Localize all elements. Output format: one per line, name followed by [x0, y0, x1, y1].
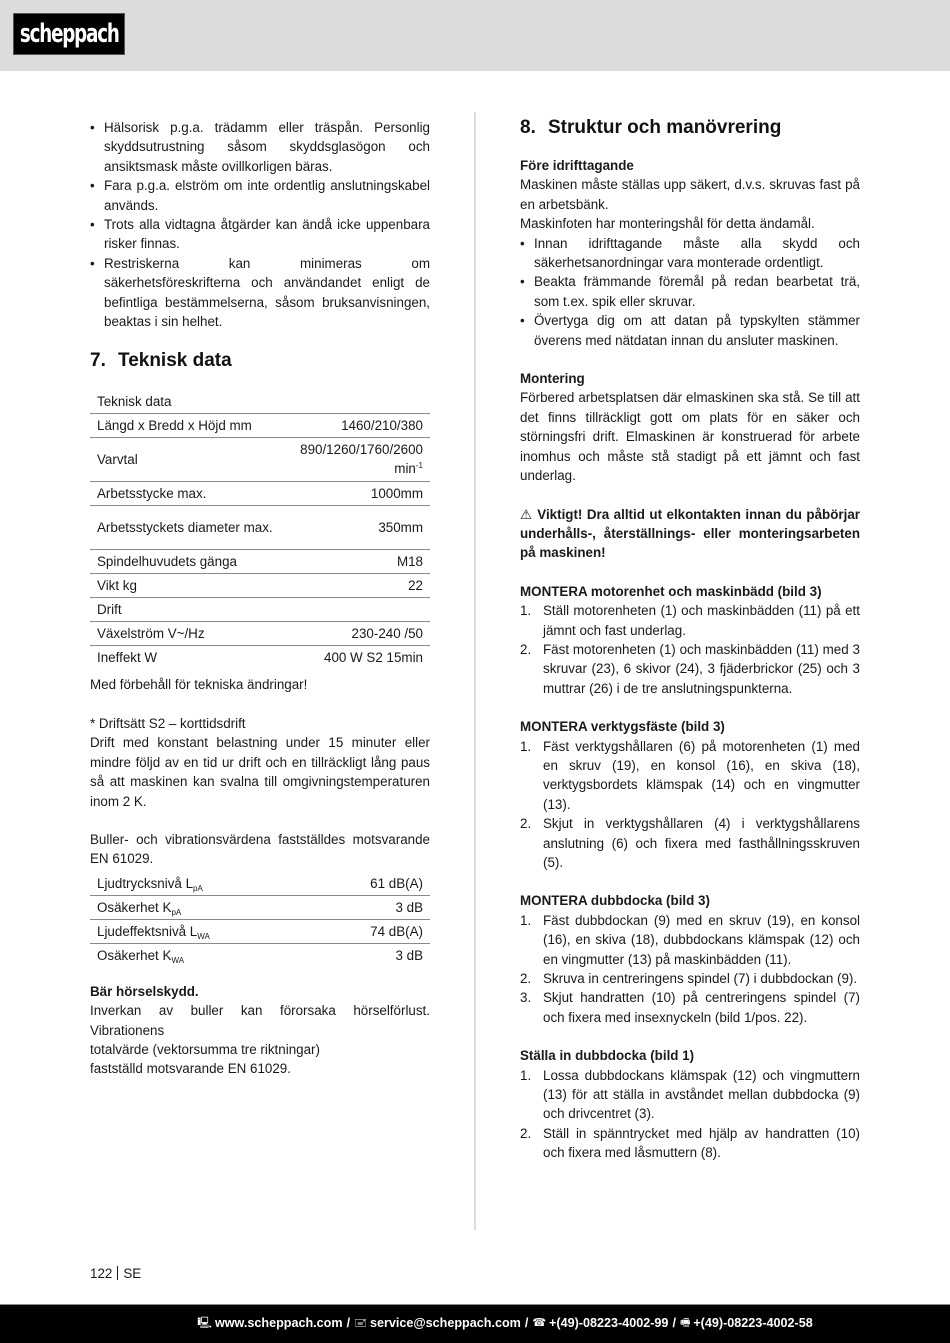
- table-row: [90, 872, 430, 896]
- spec-label: Ineffekt W: [97, 650, 158, 666]
- spec-value: M18: [396, 553, 423, 569]
- warning-note: [520, 505, 860, 563]
- table-row: [90, 896, 430, 920]
- step-item: 1. Ställ motorenheten (1) och maskinbädden (11) på ett jämnt och fast underlag.: [520, 603, 860, 638]
- table-row: [90, 481, 430, 505]
- operating-mode-text: Drift med konstant belastning under 15 minuter eller mindre följd av en tid ur drift och en tillräckligt lång paus så att maskinen kan svalna till omgivningstemperaturen inom 2 K.: [90, 735, 430, 809]
- spec-label: Varvtal: [97, 451, 138, 467]
- before-use-text: Maskinfoten har monteringshål för detta ändamål.: [520, 216, 815, 232]
- spec-value: 400 W S2 15min: [324, 650, 423, 666]
- mail-icon: 🖃: [354, 1317, 367, 1330]
- page-number-separator: [117, 1266, 118, 1280]
- section-title: Struktur och manövrering: [548, 117, 782, 138]
- hearing-text-line: totalvärde (vektorsumma tre riktningar): [90, 1041, 320, 1057]
- table-row: [90, 944, 430, 968]
- spec-label: Vikt kg: [97, 577, 137, 593]
- computer-icon: 🖳: [197, 1317, 212, 1330]
- hearing-text-line: fastställd motsvarande EN 61029.: [90, 1061, 291, 1077]
- technical-data-table: [90, 389, 430, 669]
- fax-icon: 🖷: [679, 1317, 691, 1330]
- step-item: 2. Fäst motorenheten (1) och maskinbädden (11) med 3 skruvar (23), 6 skivor (24), 3 fjäderbrickor (25) och 3 muttrar (26) i de tre anslutningspunkterna.: [520, 641, 860, 696]
- scheppach-logo: [13, 13, 125, 55]
- section-7-heading: [90, 349, 430, 373]
- noise-label: Ljudtrycksnivå $L_{pA}$: [97, 875, 203, 893]
- spec-label: Arbetsstyckets diameter max.: [97, 519, 273, 535]
- step-item: 1. Fäst dubbdockan (9) med en skruv (19), en konsol (16), en skiva (18), dubbdockans klämspak (12) och en vingmutter (13) på maskinbädden (11).: [520, 912, 860, 967]
- list-item: • Beakta främmande föremål på redan bearbetat trä, som t.ex. spik eller skruvar.: [520, 272, 860, 311]
- before-use-bullets: [520, 234, 860, 350]
- table-row: [90, 920, 430, 944]
- noise-value: 74 dB(A): [370, 924, 423, 940]
- operating-mode-title: * Driftsätt S2 – korttidsdrift: [90, 715, 246, 731]
- page-header: [0, 0, 950, 71]
- spec-value: 350mm: [378, 519, 423, 535]
- procedure-steps: [520, 911, 860, 1027]
- step-item: 2. Skruva in centreringens spindel (7) i dubbdockan (9).: [520, 971, 858, 987]
- mounting-text: Förbered arbetsplatsen där elmaskinen ska stå. Se till att det finns tillräckligt gott om plats för en säker och störningsfri drift. Elmaskinen är konstruerad för arbete inomhus och måste stå stadigt på ett jämnt och fast underlag.: [520, 390, 860, 484]
- noise-value: 3 dB: [395, 948, 423, 964]
- noise-label: Ljudeffektsnivå $L_{WA}$: [97, 924, 210, 942]
- step-item: 1. Lossa dubbdockans klämspak (12) och vingmuttern (13) för att ställa in avståndet mellan dubbdocka (9) och drivcentret (3).: [520, 1067, 860, 1122]
- table-row: [90, 505, 430, 549]
- spec-value: 22: [408, 577, 423, 593]
- section-8-heading: [520, 116, 860, 140]
- procedure-title: MONTERA verktygsfäste (bild 3): [520, 719, 725, 735]
- spec-value: [280, 597, 430, 621]
- spec-value: 1460/210/380: [341, 417, 423, 433]
- column-divider: [474, 112, 476, 1230]
- email-link[interactable]: service@scheppach.com: [369, 1316, 521, 1331]
- step-item: 1. Fäst verktygshållaren (6) på motorenheten (1) med en skruv (19), en konsol (16), en skiva (18), verktygsbordets klämspak (14) och en vingmutter (13).: [520, 738, 860, 812]
- noise-label: Osäkerhet $K_{WA}$: [97, 948, 185, 966]
- step-item: 2. Skjut in verktygshållaren (4) i verktygshållarens anslutning (6) och fixera med fasthållningsskruven (5).: [520, 816, 860, 870]
- procedure-steps: [520, 737, 860, 873]
- noise-table: [90, 872, 430, 968]
- phone-number: +(49)-08223-4002-99: [549, 1316, 669, 1331]
- table-row: [90, 621, 430, 645]
- table-row: [90, 597, 430, 621]
- spec-label: Växelström V~/Hz: [97, 625, 205, 641]
- spec-value: 890/1260/1760/2600 $\min^{-1}$: [300, 442, 423, 477]
- before-use-text: Maskinen måste ställas upp säkert, d.v.s. skruvas fast på en arbetsbänk.: [520, 177, 860, 212]
- table-title: Teknisk data: [97, 393, 172, 409]
- table-row: [90, 573, 430, 597]
- spec-value: 230-240 /50: [351, 625, 423, 641]
- risk-bullet-list: [90, 118, 430, 331]
- table-row: [90, 413, 430, 437]
- list-item: • Innan idrifttagande måste alla skydd och säkerhetsanordningar vara monterade ordentligt.: [520, 234, 860, 273]
- right-column: [520, 118, 860, 1163]
- section-number: 7.: [90, 350, 106, 372]
- spec-label: Drift: [97, 601, 122, 617]
- noise-value: 3 dB: [395, 900, 423, 916]
- section-number: 8.: [520, 117, 536, 138]
- spec-label: Spindelhuvudets gänga: [97, 553, 237, 569]
- table-row: [90, 549, 430, 573]
- page-number-value: 122: [90, 1266, 113, 1281]
- phone-icon: ☎: [532, 1317, 547, 1330]
- procedure-steps: [520, 601, 860, 698]
- page-language: SE: [123, 1266, 142, 1281]
- spec-value: 1000mm: [370, 485, 423, 501]
- procedure-steps: [520, 1066, 860, 1163]
- table-row: [90, 389, 430, 413]
- warning-text: Viktigt! Dra alltid ut elkontakten innan du påbörjar underhålls-, återställnings- eller monteringsarbeten på maskinen!: [520, 506, 860, 561]
- step-item: 2. Ställ in spänntrycket med hjälp av handratten (10) och fixera med låsmuttern (8).: [520, 1125, 860, 1161]
- reservation-note: Med förbehåll för tekniska ändringar!: [90, 677, 308, 693]
- list-item: • Hälsorisk p.g.a. trädamm eller träspån. Personlig skyddsutrustning såsom skyddsglasögon och ansiktsmask måste ovillkorligen bäras.: [90, 118, 430, 176]
- noise-intro: Buller- och vibrationsvärdena fastställdes motsvarande EN 61029.: [90, 831, 430, 867]
- website-link[interactable]: www.scheppach.com: [214, 1316, 343, 1331]
- list-item: • Fara p.g.a. elström om inte ordentlig anslutningskabel används.: [90, 176, 430, 215]
- spec-label: Längd x Bredd x Höjd mm: [97, 417, 252, 433]
- warning-icon: ⚠: [520, 506, 533, 522]
- procedure-title: MONTERA motorenhet och maskinbädd (bild 3): [520, 583, 822, 599]
- logo-text: scheppach: [19, 19, 119, 49]
- noise-value: 61 dB(A): [370, 875, 423, 891]
- hearing-text-line: Inverkan av buller kan förorsaka hörselförlust. Vibrationens: [90, 1003, 430, 1038]
- page-number: [90, 1264, 141, 1283]
- left-column: [90, 118, 430, 1079]
- table-row: [90, 645, 430, 669]
- table-row: [90, 437, 430, 481]
- spec-label: Arbetsstycke max.: [97, 485, 207, 501]
- fax-number: +(49)-08223-4002-58: [693, 1316, 813, 1331]
- section-title: Teknisk data: [118, 350, 232, 372]
- before-use-title: Före idrifttagande: [520, 158, 634, 173]
- list-item: • Trots alla vidtagna åtgärder kan ändå icke uppenbara risker finnas.: [90, 215, 430, 254]
- contact-footer: 🖳 www.scheppach.com / 🖃 service@scheppach.com / ☎ +(49)-08223-4002-99 / 🖷 +(49)-08223-4002-58: [0, 1304, 950, 1343]
- noise-label: Osäkerhet $K_{pA}$: [97, 900, 182, 918]
- list-item: • Restriskerna kan minimeras om säkerhetsföreskrifterna och användandet enligt de befintliga bestämmelserna, såsom bruksanvisningen, beaktas i sin helhet.: [90, 254, 430, 332]
- procedure-title: Ställa in dubbdocka (bild 1): [520, 1048, 695, 1064]
- list-item: • Övertyga dig om att datan på typskylten stämmer överens med nätdatan innan du ansluter maskinen.: [520, 311, 860, 350]
- hearing-protection-title: Bär hörselskydd.: [90, 983, 199, 999]
- step-item: 3. Skjut handratten (10) på centreringens spindel (7) och fixera med insexnyckeln (bild 1/pos. 22).: [520, 990, 860, 1025]
- mounting-title: Montering: [520, 371, 585, 387]
- procedure-title: MONTERA dubbdocka (bild 3): [520, 893, 710, 909]
